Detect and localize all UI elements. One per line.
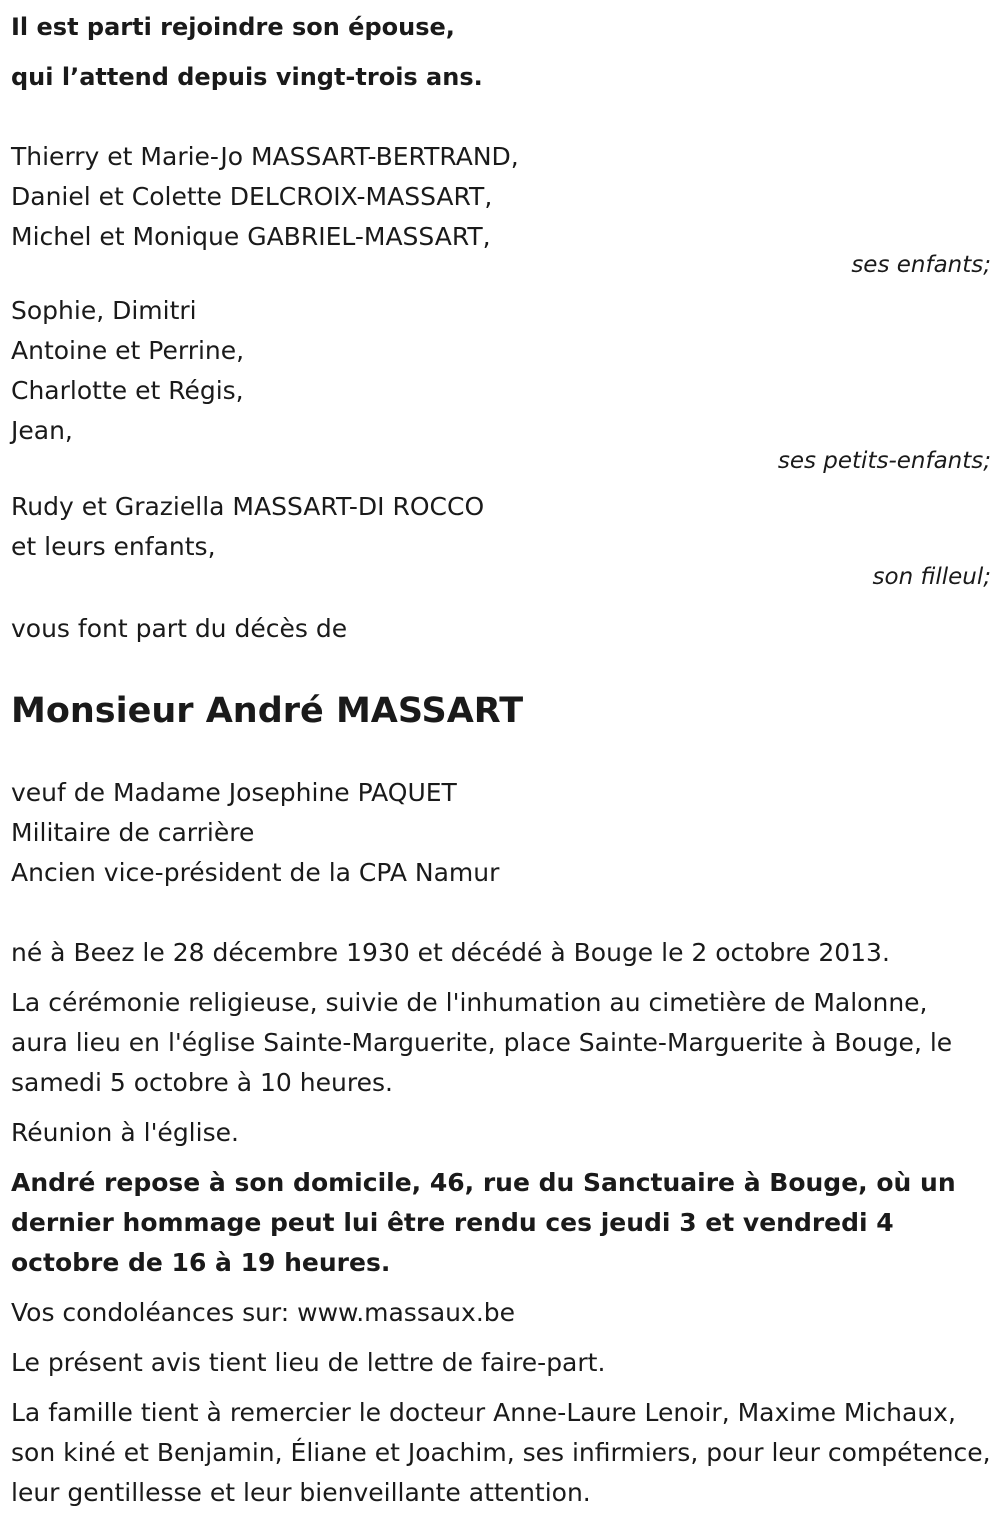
godson-group xyxy=(11,487,991,590)
detail-line: Ancien vice-président de la CPA Namur xyxy=(11,858,500,887)
meeting-info: Réunion à l'église. xyxy=(11,1118,239,1147)
relation-label: ses enfants; xyxy=(851,252,991,278)
family-name-line: Michel et Monique GABRIEL-MASSART, xyxy=(11,222,491,251)
family-name-line: Antoine et Perrine, xyxy=(11,336,245,365)
family-name-line: Sophie, Dimitri xyxy=(11,296,197,325)
notice-info: Le présent avis tient lieu de lettre de faire-part. xyxy=(11,1348,606,1377)
detail-line: Militaire de carrière xyxy=(11,818,255,847)
family-name-line: Rudy et Graziella MASSART-DI ROCCO xyxy=(11,492,485,521)
relation-label: ses petits-enfants; xyxy=(777,448,991,474)
grandchildren-group xyxy=(11,291,991,474)
family-name-line: Daniel et Colette DELCROIX-MASSART, xyxy=(11,182,493,211)
epigraph-line: qui l’attend depuis vingt-trois ans. xyxy=(11,63,483,91)
viewing-info: André repose à son domicile, 46, rue du Sanctuaire à Bouge, où un dernier hommage peut lui être rendu ces jeudi 3 et vendredi 4 octobre de 16 à 19 heures. xyxy=(11,1168,956,1277)
birth-death-dates: né à Beez le 28 décembre 1930 et décédé à Bouge le 2 octobre 2013. xyxy=(11,938,890,967)
deceased-name: Monsieur André MASSART xyxy=(11,691,524,731)
children-group xyxy=(11,137,991,278)
deceased-details xyxy=(11,773,991,893)
family-name-line: Jean, xyxy=(11,416,73,445)
epigraph-line: Il est parti rejoindre son épouse, xyxy=(11,13,455,41)
family-name-line: Thierry et Marie-Jo MASSART-BERTRAND, xyxy=(11,142,519,171)
ceremony-info: La cérémonie religieuse, suivie de l'inhumation au cimetière de Malonne, aura lieu en l'église Sainte-Marguerite, place Sainte-Marguerite à Bouge, le samedi 5 octobre à 10 heures. xyxy=(11,988,953,1097)
epigraph xyxy=(11,0,991,102)
obituary-notice xyxy=(11,0,991,1523)
thanks-text: La famille tient à remercier le docteur Anne-Laure Lenoir, Maxime Michaux, son kiné et Benjamin, Éliane et Joachim, ses infirmiers, pour leur compétence, leur gentillesse et leur bienveillante attention. xyxy=(11,1398,991,1507)
condolences-info: Vos condoléances sur: www.massaux.be xyxy=(11,1298,516,1327)
family-name-line: et leurs enfants, xyxy=(11,532,216,561)
announcement-text: vous font part du décès de xyxy=(11,614,348,643)
family-name-line: Charlotte et Régis, xyxy=(11,376,244,405)
detail-line: veuf de Madame Josephine PAQUET xyxy=(11,778,457,807)
relation-label: son filleul; xyxy=(872,564,991,590)
